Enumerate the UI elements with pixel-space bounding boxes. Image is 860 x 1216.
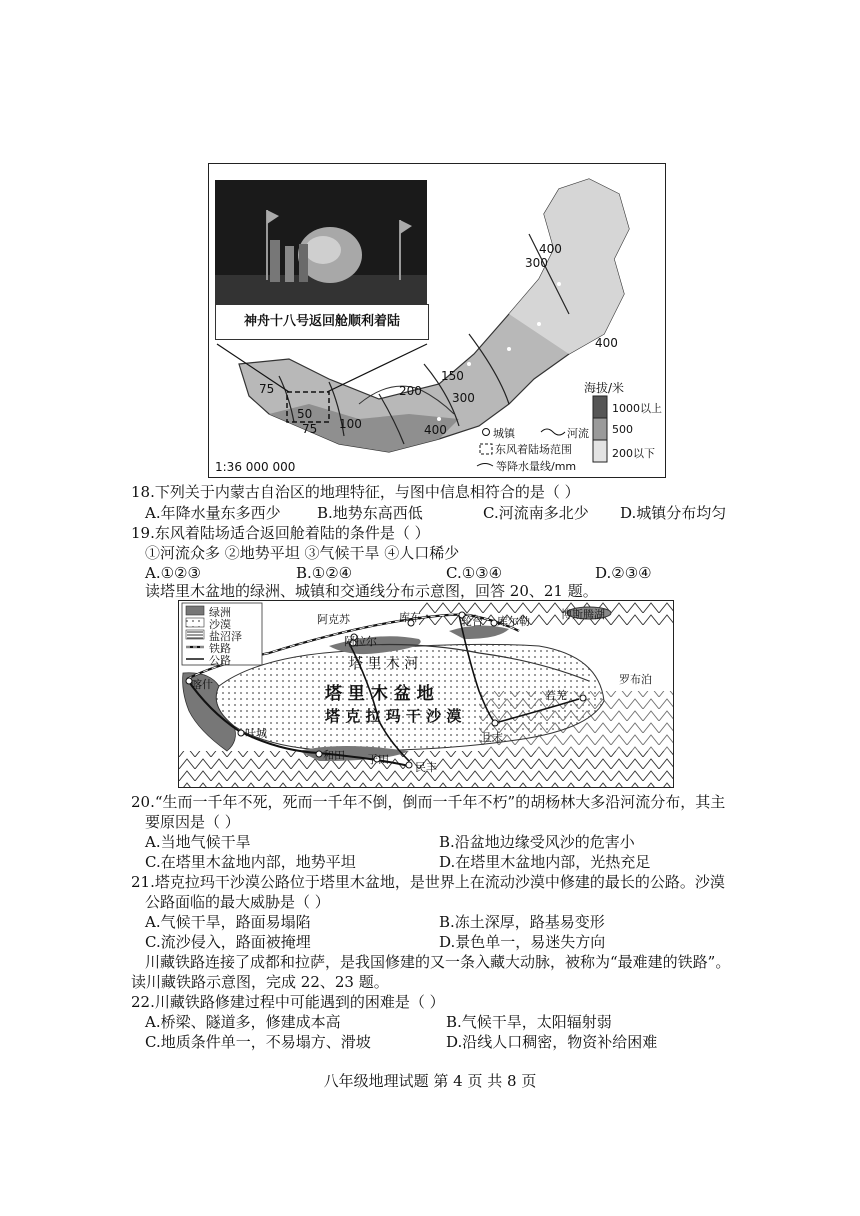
legend-desert: 沙漠: [209, 618, 231, 631]
city-qiemo: 且末: [481, 731, 503, 744]
isohyet-label: 150: [441, 369, 464, 383]
photo-caption: 神舟十八号返回舱顺利着陆: [215, 304, 429, 340]
q20-option-c: C.在塔里木盆地内部，地势平坦: [145, 853, 356, 871]
isohyet-label: 75: [259, 382, 275, 396]
q18-stem: 18.下列关于内蒙古自治区的地理特征，与图中信息相符合的是（ ）: [131, 483, 580, 501]
q22-option-c: C.地质条件单一，不易塌方、滑坡: [145, 1033, 371, 1051]
q18-option-d: D.城镇分布均匀: [620, 504, 727, 522]
isohyet-label: 400: [424, 423, 447, 437]
q21-stem: 21.塔克拉玛干沙漠公路位于塔里木盆地，是世界上在流动沙漠中修建的最长的公路。沙漠: [131, 873, 725, 891]
page-footer: 八年级地理试题 第 4 页 共 8 页: [323, 1072, 537, 1090]
q22-option-b: B.气候干旱，太阳辐射弱: [446, 1013, 612, 1031]
isohyet-label: 200: [399, 384, 422, 398]
q21-option-d: D.景色单一，易迷失方向: [439, 933, 606, 951]
elevation-legend-title: 海拔/米: [584, 381, 625, 395]
q19-option-d: D.②③④: [595, 564, 652, 582]
isohyet-label: 300: [525, 256, 548, 270]
elevation-high: 1000以上: [612, 402, 662, 415]
isohyet-label: 50: [297, 407, 313, 421]
legend-railway: 铁路: [209, 642, 231, 655]
city-alar: 阿拉尔: [344, 635, 377, 648]
legend-highway: 公路: [209, 654, 231, 667]
q18-option-b: B.地势东高西低: [317, 504, 423, 522]
bosten-lake-label: 博斯腾湖: [561, 608, 605, 621]
city-ruoqiang: 若羌: [545, 689, 567, 702]
elevation-mid: 500: [612, 423, 633, 436]
legend-city: 城镇: [493, 427, 515, 440]
legend-landing-site: 东风着陆场范围: [495, 443, 572, 456]
q22-stem: 22.川藏铁路修建过程中可能遇到的困难是（ ）: [131, 993, 445, 1011]
q21-option-c: C.流沙侵入，路面被掩埋: [145, 933, 311, 951]
city-minfeng: 民丰: [415, 761, 437, 774]
isohyet-label: 400: [595, 336, 618, 350]
q20-stem-cont: 要原因是（ ）: [145, 813, 240, 831]
q18-option-c: C.河流南多北少: [483, 504, 589, 522]
legend-river: 河流: [567, 427, 589, 440]
capsule-landing-photo: [215, 180, 427, 304]
city-kashgar: 喀什: [191, 678, 213, 691]
inner-mongolia-map: [208, 163, 666, 478]
intro-22-23-line2: 读川藏铁路示意图，完成 22、23 题。: [131, 973, 389, 991]
q19-stem: 19.东风着陆场适合返回舱着陆的条件是（ ）: [131, 524, 430, 542]
q19-option-b: B.①②④: [296, 564, 353, 582]
q18-option-a: A.年降水量东多西少: [145, 504, 281, 522]
q21-option-a: A.气候干旱，路面易塌陷: [145, 913, 311, 931]
legend-salt-marsh: 盐沼泽: [209, 630, 242, 643]
q22-option-d: D.沿线人口稠密，物资补给困难: [446, 1033, 658, 1051]
tarim-basin-label: 塔 里 木 盆 地: [325, 684, 434, 704]
q19-conditions: ①河流众多 ②地势平坦 ③气候干旱 ④人口稀少: [145, 544, 460, 562]
isohyet-label: 75: [302, 422, 318, 436]
taklamakan-label: 塔 克 拉 玛 干 沙 漠: [325, 707, 462, 725]
city-kuqa: 库车: [399, 611, 421, 624]
legend-oasis: 绿洲: [209, 606, 231, 619]
q21-option-b: B.冻土深厚，路基易变形: [439, 913, 605, 931]
city-aksu: 阿克苏: [317, 613, 350, 626]
q20-option-b: B.沿盆地边缘受风沙的危害小: [439, 833, 635, 851]
q21-stem-cont: 公路面临的最大威胁是（ ）: [145, 893, 330, 911]
isohyet-label: 100: [339, 417, 362, 431]
legend-isohyet: 等降水量线/mm: [496, 460, 577, 473]
map-scale: 1:36 000 000: [215, 460, 296, 474]
lop-nur-label: 罗布泊: [619, 673, 652, 686]
intro-22-23-line1: 川藏铁路连接了成都和拉萨，是我国修建的又一条入藏大动脉，被称为“最难建的铁路”。: [145, 953, 731, 971]
elevation-low: 200以下: [612, 447, 655, 460]
city-yutian: 于田: [367, 753, 389, 766]
q20-stem: 20.“生而一千年不死，死而一千年不倒，倒而一千年不朽”的胡杨林大多沿河流分布，其主: [131, 793, 726, 811]
q22-option-a: A.桥梁、隧道多，修建成本高: [145, 1013, 341, 1031]
city-korla: 库尔勒: [497, 615, 530, 628]
intro-20-21: 读塔里木盆地的绿洲、城镇和交通线分布示意图，回答 20、21 题。: [145, 582, 598, 600]
city-hotan: 和田: [323, 749, 345, 762]
isohyet-label: 400: [539, 242, 562, 256]
city-yecheng: 叶城: [245, 727, 267, 740]
tarim-basin-map: [178, 600, 674, 788]
isohyet-label: 300: [452, 391, 475, 405]
tarim-river-label: 塔 里 木 河: [349, 656, 419, 672]
q20-option-d: D.在塔里木盆地内部，光热充足: [439, 853, 651, 871]
city-luntai: 轮台: [461, 615, 483, 628]
q20-option-a: A.当地气候干旱: [145, 833, 251, 851]
q19-option-a: A.①②③: [145, 564, 201, 582]
q19-option-c: C.①③④: [446, 564, 503, 582]
